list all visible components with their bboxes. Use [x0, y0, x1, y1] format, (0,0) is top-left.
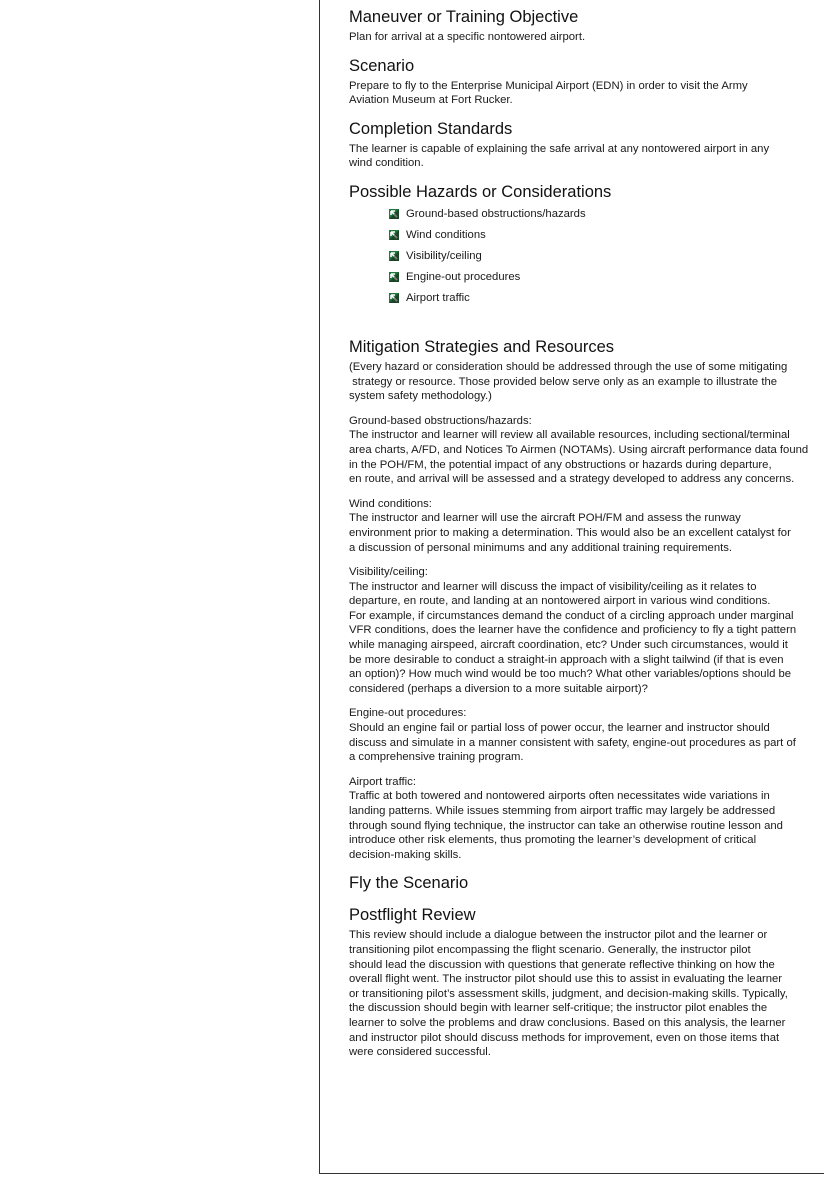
engine-line: a comprehensive training program.	[349, 751, 524, 764]
wind-line: The instructor and learner will use the aircraft POH/FM and assess the runway	[349, 512, 741, 525]
wind-subheading: Wind conditions:	[349, 497, 432, 510]
traffic-line: through sound flying technique, the instructor can take an otherwise routine lesson and	[349, 819, 783, 832]
objective-section	[349, 6, 824, 45]
green-square-bullet-icon	[389, 209, 399, 219]
postflight-line: This review should include a dialogue between the instructor pilot and the learner or	[349, 929, 768, 942]
ground-line: The instructor and learner will review all available resources, including sectional/terminal	[349, 429, 790, 442]
postflight-line: overall flight went. The instructor pilot should use this to assist in evaluating the learner	[349, 973, 783, 986]
postflight-line: transitioning pilot encompassing the flight scenario. Generally, the instructor pilot	[349, 943, 751, 956]
visibility-line: while managing airspeed, aircraft coordination, etc? Under such circumstances, would it	[349, 639, 788, 652]
traffic-line: decision-making skills.	[349, 848, 462, 861]
ground-subheading: Ground-based obstructions/hazards:	[349, 414, 532, 427]
fly-heading: Fly the Scenario	[349, 874, 469, 893]
wind-line: environment prior to making a determination. This would also be an excellent catalyst for	[349, 526, 791, 539]
completion-line: The learner is capable of explaining the safe arrival at any nontowered airport in any	[349, 142, 770, 155]
completion-heading: Completion Standards	[349, 119, 513, 138]
document-content	[349, 6, 824, 1070]
hazards-list	[349, 207, 824, 312]
hazard-label: Airport traffic	[406, 291, 470, 304]
green-square-bullet-icon	[389, 251, 399, 261]
scenario-heading: Scenario	[349, 56, 415, 75]
engine-line: Should an engine fail or partial loss of power occur, the learner and instructor should	[349, 722, 770, 735]
visibility-line: be more desirable to conduct a straight-in approach with a slight tailwind (if that is even	[349, 653, 784, 666]
wind-line: a discussion of personal minimums and any additional training requirements.	[349, 541, 733, 554]
list-item	[389, 291, 824, 312]
traffic-subheading: Airport traffic:	[349, 775, 416, 788]
postflight-section	[349, 904, 824, 1059]
visibility-line: considered (perhaps a diversion to a more suitable airport)?	[349, 682, 648, 695]
visibility-subheading: Visibility/ceiling:	[349, 566, 428, 579]
completion-section	[349, 118, 824, 171]
list-item	[389, 270, 824, 291]
visibility-line: VFR conditions, does the learner have the confidence and proficiency to fly a tight pattern	[349, 624, 797, 637]
postflight-line: were considered successful.	[349, 1046, 491, 1059]
green-square-bullet-icon	[389, 272, 399, 282]
traffic-line: Traffic at both towered and nontowered airports often necessitates wide variations in	[349, 790, 770, 803]
postflight-line: should lead the discussion with questions that generate reflective thinking on how the	[349, 958, 775, 971]
list-item	[389, 207, 824, 228]
postflight-line: learner to solve the problems and draw conclusions. Based on this analysis, the learner	[349, 1016, 786, 1029]
engine-line: discuss and simulate in a manner consistent with safety, engine-out procedures as part of	[349, 736, 796, 749]
hazard-label: Visibility/ceiling	[406, 249, 482, 262]
visibility-line: departure, en route, and landing at an nontowered airport in various wind conditions.	[349, 595, 771, 608]
list-item	[389, 249, 824, 270]
engine-subheading: Engine-out procedures:	[349, 707, 467, 720]
scenario-line: Prepare to fly to the Enterprise Municipal Airport (EDN) in order to visit the Army	[349, 79, 748, 92]
completion-line: wind condition.	[349, 157, 424, 170]
objective-text: Plan for arrival at a specific nontowered airport.	[349, 31, 586, 43]
postflight-heading: Postflight Review	[349, 906, 476, 925]
fly-section	[349, 872, 824, 894]
green-square-bullet-icon	[389, 293, 399, 303]
ground-line: in the POH/FM, the potential impact of any obstructions or hazards during departure,	[349, 458, 772, 471]
scenario-line: Aviation Museum at Fort Rucker.	[349, 94, 513, 107]
mitigation-intro-line: strategy or resource. Those provided below serve only as an example to illustrate the	[349, 375, 778, 388]
mitigation-intro-line: system safety methodology.)	[349, 390, 492, 403]
hazards-section	[349, 181, 824, 312]
visibility-line: The instructor and learner will discuss the impact of visibility/ceiling as it relates to	[349, 580, 757, 593]
hazard-label: Engine-out procedures	[406, 270, 521, 283]
postflight-line: or transitioning pilot’s assessment skills, judgment, and decision-making skills. Typically,	[349, 987, 788, 1000]
green-square-bullet-icon	[389, 230, 399, 240]
hazard-label: Ground-based obstructions/hazards	[406, 207, 586, 220]
spacer	[349, 322, 824, 336]
objective-heading: Maneuver or Training Objective	[349, 8, 579, 26]
ground-line: en route, and arrival will be assessed and a strategy developed to address any concerns.	[349, 473, 795, 486]
postflight-line: the discussion should begin with learner self-critique; the instructor pilot enables the	[349, 1002, 768, 1015]
traffic-line: landing patterns. While issues stemming from airport traffic may largely be addressed	[349, 805, 776, 817]
visibility-line: For example, if circumstances demand the conduct of a circling approach under marginal	[349, 609, 794, 622]
list-item	[389, 228, 824, 249]
visibility-line: an option)? How much wind would be too much? What other variables/options should be	[349, 668, 792, 681]
scenario-section	[349, 55, 824, 108]
mitigation-section	[349, 336, 824, 862]
postflight-line: and instructor pilot should discuss methods for improvement, even on those items that	[349, 1031, 780, 1044]
hazard-label: Wind conditions	[406, 228, 486, 241]
traffic-line: introduce other risk elements, thus promoting the learner’s development of critical	[349, 834, 757, 847]
mitigation-heading: Mitigation Strategies and Resources	[349, 337, 615, 356]
hazards-heading: Possible Hazards or Considerations	[349, 182, 612, 201]
ground-line: area charts, A/FD, and Notices To Airmen (NOTAMs). Using aircraft performance data found	[349, 443, 809, 456]
mitigation-intro-line: (Every hazard or consideration should be addressed through the use of some mitigating	[349, 360, 788, 373]
